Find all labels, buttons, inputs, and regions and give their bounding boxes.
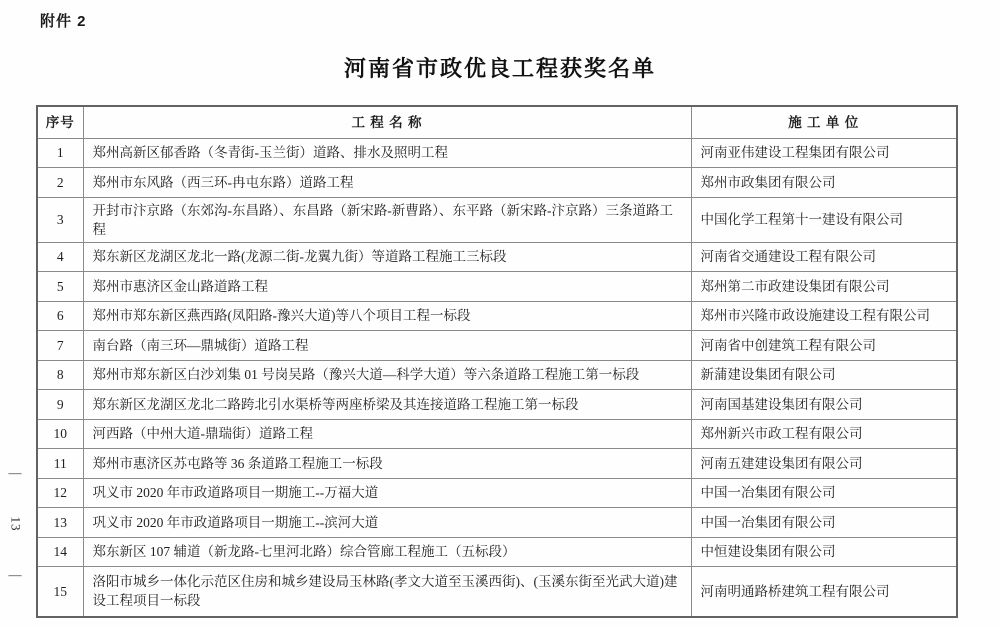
row-number-cell: 6 [37,301,83,331]
project-name-cell: 郑州高新区郁香路（冬青街-玉兰街）道路、排水及照明工程 [83,138,691,168]
project-name-cell: 郑州市惠济区苏屯路等 36 条道路工程施工一标段 [83,449,691,479]
company-name-cell: 河南五建建设集团有限公司 [691,449,957,479]
table-header-row [37,106,957,138]
project-name-cell: 巩义市 2020 年市政道路项目一期施工--万福大道 [83,478,691,508]
company-name-cell: 郑州第二市政建设集团有限公司 [691,272,957,302]
row-number-cell: 2 [37,168,83,198]
row-number-cell: 15 [37,567,83,617]
row-number-cell: 1 [37,138,83,168]
project-name-cell: 郑东新区龙湖区龙北一路(龙源二街-龙翼九街）等道路工程施工三标段 [83,242,691,272]
table-row [37,301,957,331]
page-number [4,465,26,582]
table-row [37,478,957,508]
project-name-cell: 郑东新区龙湖区龙北二路跨北引水渠桥等两座桥梁及其连接道路工程施工第一标段 [83,390,691,420]
project-name-cell: 河西路（中州大道-鼎瑞街）道路工程 [83,419,691,449]
company-name-cell: 河南明通路桥建筑工程有限公司 [691,567,957,617]
project-name-cell: 郑东新区 107 辅道（新龙路-七里河北路）综合管廊工程施工（五标段） [83,537,691,567]
project-name-cell: 开封市汴京路（东郊沟-东昌路）、东昌路（新宋路-新曹路）、东平路（新宋路-汴京路）三条道路工程 [83,197,691,242]
header-construction-unit: 施 工 单 位 [691,106,957,138]
table-row [37,567,957,617]
table-row [37,537,957,567]
attachment-label: 附件 2 [40,13,87,30]
row-number-cell: 3 [37,197,83,242]
row-number-cell: 14 [37,537,83,567]
page-number-digits: 13 [8,516,23,532]
project-name-cell: 郑州市惠济区金山路道路工程 [83,272,691,302]
company-name-cell: 新蒲建设集团有限公司 [691,360,957,390]
row-number-cell: 5 [37,272,83,302]
table-body [37,138,957,617]
company-name-cell: 中恒建设集团有限公司 [691,537,957,567]
company-name-cell: 河南省中创建筑工程有限公司 [691,331,957,361]
row-number-cell: 13 [37,508,83,538]
company-name-cell: 郑州市政集团有限公司 [691,168,957,198]
row-number-cell: 10 [37,419,83,449]
table-row [37,449,957,479]
row-number-cell: 11 [37,449,83,479]
company-name-cell: 中国一冶集团有限公司 [691,478,957,508]
table-row [37,508,957,538]
company-name-cell: 中国化学工程第十一建设有限公司 [691,197,957,242]
header-project-name: 工 程 名 称 [83,106,691,138]
project-name-cell: 郑州市郑东新区白沙刘集 01 号岗吴路（豫兴大道—科学大道）等六条道路工程施工第一标段 [83,360,691,390]
project-name-cell: 南台路（南三环—鼎城街）道路工程 [83,331,691,361]
project-name-cell: 郑州市郑东新区燕西路(凤阳路-豫兴大道)等八个项目工程一标段 [83,301,691,331]
page-number-dash-top: — [8,465,22,480]
table-row [37,390,957,420]
row-number-cell: 9 [37,390,83,420]
company-name-cell: 郑州新兴市政工程有限公司 [691,419,957,449]
row-number-cell: 7 [37,331,83,361]
company-name-cell: 中国一冶集团有限公司 [691,508,957,538]
company-name-cell: 河南国基建设集团有限公司 [691,390,957,420]
project-name-cell: 郑州市东风路（西三环-冉屯东路）道路工程 [83,168,691,198]
page-title: 河南省市政优良工程获奖名单 [343,56,656,81]
awards-table [36,105,958,618]
page-number-dash-bottom: — [8,567,22,582]
project-name-cell: 巩义市 2020 年市政道路项目一期施工--滨河大道 [83,508,691,538]
table-row [37,360,957,390]
table-row [37,138,957,168]
table-row [37,331,957,361]
table-row [37,242,957,272]
company-name-cell: 郑州市兴隆市政设施建设工程有限公司 [691,301,957,331]
project-name-cell: 洛阳市城乡一体化示范区住房和城乡建设局玉林路(孝文大道至玉溪西街)、(玉溪东街至光武大道)建设工程项目一标段 [83,567,691,617]
header-serial-number: 序号 [37,106,83,138]
table-row [37,197,957,242]
row-number-cell: 12 [37,478,83,508]
table-row [37,168,957,198]
table-row [37,272,957,302]
company-name-cell: 河南省交通建设工程有限公司 [691,242,957,272]
row-number-cell: 4 [37,242,83,272]
company-name-cell: 河南亚伟建设工程集团有限公司 [691,138,957,168]
table-row [37,419,957,449]
row-number-cell: 8 [37,360,83,390]
